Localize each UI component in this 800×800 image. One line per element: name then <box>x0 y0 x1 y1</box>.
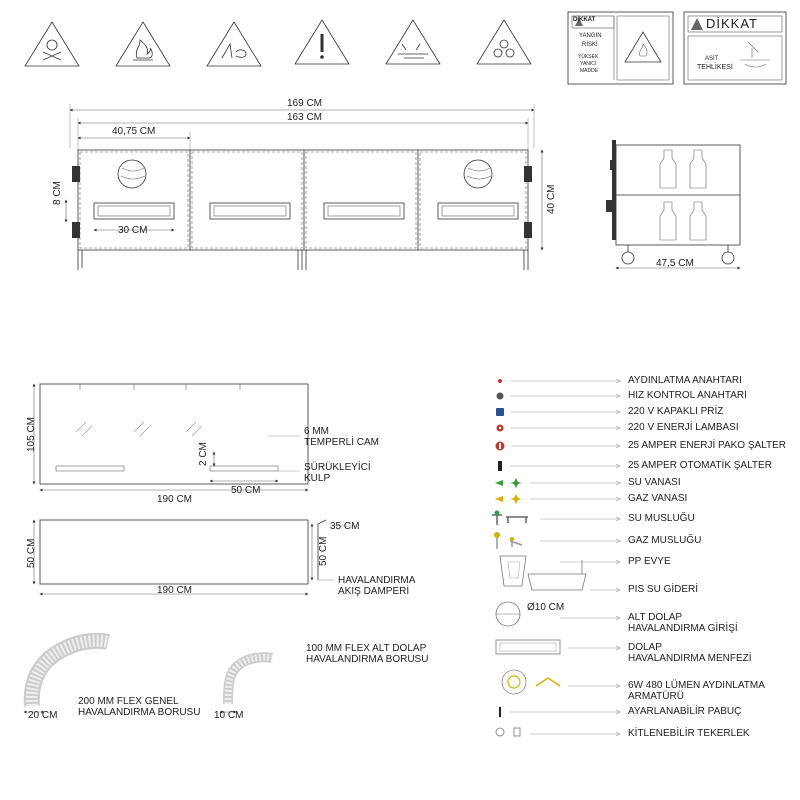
pipe100-label-1: 100 MM FLEX ALT DOLAP <box>306 643 427 654</box>
dim-handle: 50 CM <box>231 485 261 496</box>
light-switch-icon <box>498 379 620 383</box>
dim-front-height: 105 CM <box>26 416 37 452</box>
flammable-warning-icon <box>116 22 170 66</box>
cabinet-side-elevation <box>606 140 740 268</box>
legend-label: DOLAP <box>628 642 662 653</box>
glass-label-2: TEMPERLİ CAM <box>304 437 380 448</box>
light-fixture-icon <box>502 670 620 694</box>
legend-label: AYARLANABİLİR PABUÇ <box>628 706 742 717</box>
damper-label-2: AKIŞ DAMPERİ <box>338 586 410 597</box>
legend-label: 25 AMPER OTOMATİK ŞALTER <box>628 460 772 471</box>
dim-vent: 30 CM <box>118 225 148 236</box>
pipe200-label-2: HAVALANDIRMA BORUSU <box>78 707 201 718</box>
glass-label-1: 6 MM <box>304 426 329 437</box>
legend-label: SU MUSLUĞU <box>628 513 695 524</box>
acid-sign-header: DİKKAT <box>706 16 758 31</box>
legend-label-line2: HAVALANDIRMA GİRİŞİ <box>628 623 738 634</box>
acid-sign-line2: TEHLİKESİ <box>697 64 733 71</box>
dim-damper-height: 50 CM <box>318 536 329 566</box>
legend-label-line2: HAVALANDIRMA MENFEZİ <box>628 653 752 664</box>
dim-depth: 47,5 CM <box>656 258 694 269</box>
legend-label: GAZ MUSLUĞU <box>628 535 702 546</box>
exclamation-warning-icon <box>295 20 349 64</box>
base-cabinet-drawing <box>34 520 356 594</box>
fire-sign-line5: MADDE <box>580 68 599 74</box>
dim-height-top: 40 CM <box>546 184 557 214</box>
environment-warning-icon <box>207 22 261 66</box>
fire-sign-line1: YANGIN <box>579 33 602 39</box>
energy-lamp-icon <box>497 425 621 432</box>
dim-total-inner: 163 CM <box>287 112 323 123</box>
legend-label: 220 V KAPAKLI PRİZ <box>628 406 724 417</box>
dim-pipe-10: 10 CM <box>214 710 244 721</box>
legend-label: 6W 480 LÜMEN AYDINLATMA <box>628 680 765 691</box>
legend-label: HIZ KONTROL ANAHTARI <box>628 390 747 401</box>
pp-sink-icon <box>500 556 620 586</box>
fire-sign-header: DİKKAT <box>573 17 596 23</box>
legend-label: 220 V ENERJİ LAMBASI <box>628 422 739 433</box>
legend-label: PP EVYE <box>628 556 671 567</box>
water-tap-icon <box>492 511 620 526</box>
legend-label: KİTLENEBİLİR TEKERLEK <box>628 728 750 739</box>
damper-label-1: HAVALANDIRMA <box>338 575 416 586</box>
pipe200-label-1: 200 MM FLEX GENEL <box>78 696 179 707</box>
handle-label-1: SÜRÜKLEYİCİ <box>304 462 371 473</box>
acid-sign-line1: ASİT <box>705 56 719 62</box>
gas-tap-icon <box>494 532 620 549</box>
legend-graphics <box>492 379 620 736</box>
biohazard-warning-icon <box>477 20 531 64</box>
corrosive-warning-icon <box>386 20 440 64</box>
dim-small: 8 CM <box>52 181 63 205</box>
legend-label: SU VANASI <box>628 477 681 488</box>
fire-sign-line4: YANICI <box>580 61 597 67</box>
adjustable-foot-icon <box>499 707 620 717</box>
legend-label: GAZ VANASI <box>628 493 688 504</box>
toxic-warning-icon <box>25 22 79 66</box>
covered-socket-icon <box>496 408 620 416</box>
pako-switch-icon <box>496 442 621 451</box>
dim-pipe-20: 20 CM <box>28 710 58 721</box>
dim-base-height: 50 CM <box>26 538 37 568</box>
dim-base-width: 190 CM <box>157 585 193 596</box>
gas-valve-icon <box>495 494 620 504</box>
legend-label: ALT DOLAP <box>628 612 683 623</box>
pipe100-label-2: HAVALANDIRMA BORUSU <box>306 654 429 665</box>
lockable-caster-icon <box>496 728 620 736</box>
legend-label: PIS SU GİDERİ <box>628 584 699 595</box>
dim-total-outer: 169 CM <box>287 98 323 109</box>
legend-label: AYDINLATMA ANAHTARI <box>628 375 742 386</box>
waste-drain-icon <box>528 560 620 592</box>
dim-gap: 2 CM <box>198 442 209 466</box>
dim-damper-width: 35 CM <box>330 521 360 532</box>
dim-section: 40,75 CM <box>112 126 156 137</box>
legend-label: 25 AMPER ENERJİ PAKO ŞALTER <box>628 440 787 451</box>
handle-label-2: KULP <box>304 473 331 484</box>
automatic-breaker-icon <box>498 461 620 471</box>
fire-sign-line2: RİSKİ <box>582 42 598 48</box>
speed-control-icon <box>497 393 621 400</box>
water-valve-icon <box>495 478 620 488</box>
dim-front-width: 190 CM <box>157 494 193 505</box>
legend-label-line2: ARMATÜRÜ <box>628 691 684 702</box>
glass-cabinet-drawing <box>34 384 308 490</box>
vent-grille-icon <box>496 640 620 654</box>
legend-dimension: Ø10 CM <box>527 602 565 613</box>
fire-sign-line3: YÜKSEK <box>578 54 599 60</box>
